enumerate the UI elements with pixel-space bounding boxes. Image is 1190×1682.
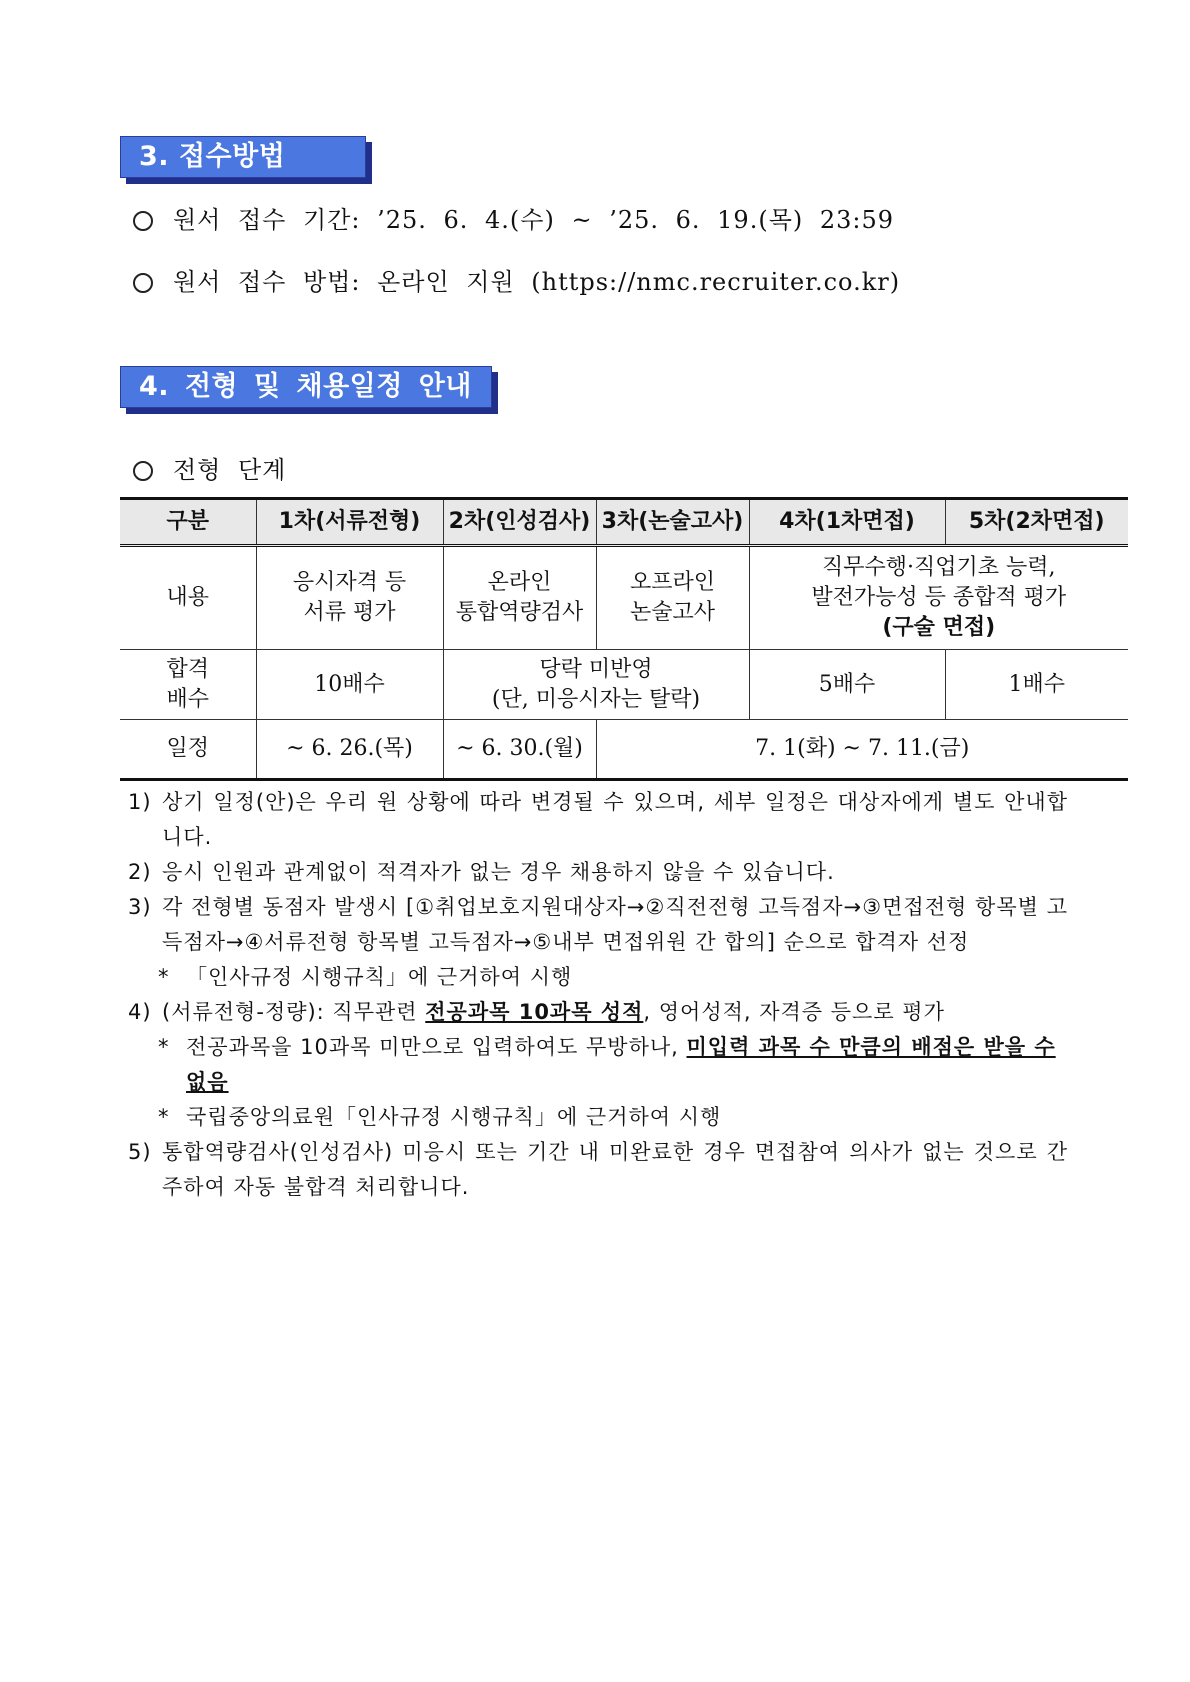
row-label-schedule: 일정 — [120, 720, 256, 780]
schedule-stage-1: ~ 6. 26.(목) — [256, 720, 443, 780]
schedule-stage-2: ~ 6. 30.(월) — [443, 720, 596, 780]
content-stage-3: 오프라인 논술고사 — [596, 546, 749, 650]
pass-stage-2-3: 당락 미반영 (단, 미응시자는 탈락) — [443, 650, 749, 720]
note-3-sub: * 「인사규정 시행규칙」에 근거하여 시행 — [158, 965, 573, 989]
row-label-pass: 합격 배수 — [120, 650, 256, 720]
section-4-title: 4. 전형 및 채용일정 안내 — [120, 366, 492, 408]
circle-bullet-icon — [133, 273, 153, 293]
content-stage-1: 응시자격 등 서류 평가 — [256, 546, 443, 650]
highlight-major-subjects: 전공과목 10과목 성적 — [425, 1000, 644, 1024]
section-3-title: 3. 접수방법 — [120, 136, 366, 178]
section-3-header — [120, 136, 366, 178]
table-row-schedule — [120, 720, 1128, 780]
note-3: 3) 각 전형별 동점자 발생시 [①취업보호지원대상자→②직전전형 고득점자→③면접전형 항목별 고득점자→④서류전형 항목별 고득점자→⑤내부 면접위원 간 합의] 순으로 합격자 선정 — [128, 895, 1068, 954]
content-stage-4-5: 직무수행·직업기초 능력, 발전가능성 등 종합적 평가 (구술 면접) — [749, 546, 1128, 650]
header-stage-2: 2차(인성검사) — [443, 499, 596, 546]
note-1: 1) 상기 일정(안)은 우리 원 상황에 따라 변경될 수 있으며, 세부 일정은 대상자에게 별도 안내합니다. — [128, 790, 1068, 849]
stages-table — [120, 497, 1128, 781]
note-4: 4) (서류전형-정량): 직무관련 전공과목 10과목 성적, 영어성적, 자격증 등으로 평가 — [128, 1000, 945, 1024]
application-method: 원서 접수 방법: 온라인 지원 (https://nmc.recruiter.co.kr) — [133, 262, 900, 297]
pass-stage-5: 1배수 — [945, 650, 1128, 720]
circle-bullet-icon — [133, 211, 153, 231]
note-4-sub-2: * 국립중앙의료원「인사규정 시행규칙」에 근거하여 시행 — [158, 1105, 722, 1129]
circle-bullet-icon — [133, 461, 153, 481]
highlight-no-score: 미입력 과목 수 만큼의 배점은 받을 수 없음 — [186, 1035, 1056, 1094]
note-4-sub-1: * 전공과목을 10과목 미만으로 입력하여도 무방하나, 미입력 과목 수 만큼의 배점은 받을 수 없음 — [158, 1035, 1056, 1094]
stages-subtitle: 전형 단계 — [133, 450, 286, 485]
pass-stage-1: 10배수 — [256, 650, 443, 720]
note-2: 2) 응시 인원과 관계없이 적격자가 없는 경우 채용하지 않을 수 있습니다. — [128, 860, 835, 884]
table-header-row — [120, 499, 1128, 546]
note-5: 5) 통합역량검사(인성검사) 미응시 또는 기간 내 미완료한 경우 면접참여 의사가 없는 것으로 간주하여 자동 불합격 처리합니다. — [128, 1140, 1068, 1199]
header-stage-3: 3차(논술고사) — [596, 499, 749, 546]
pass-stage-4: 5배수 — [749, 650, 945, 720]
notes-list — [128, 785, 1068, 1205]
schedule-stage-3-5: 7. 1(화) ~ 7. 11.(금) — [596, 720, 1128, 780]
header-stage-4: 4차(1차면접) — [749, 499, 945, 546]
content-stage-2: 온라인 통합역량검사 — [443, 546, 596, 650]
header-category: 구분 — [120, 499, 256, 546]
section-4-header — [120, 366, 492, 408]
header-stage-1: 1차(서류전형) — [256, 499, 443, 546]
header-stage-5: 5차(2차면접) — [945, 499, 1128, 546]
table-row-content — [120, 546, 1128, 650]
application-period: 원서 접수 기간: ’25. 6. 4.(수) ~ ’25. 6. 19.(목) 23:59 — [133, 200, 894, 235]
row-label-content: 내용 — [120, 546, 256, 650]
table-row-pass-multiple — [120, 650, 1128, 720]
